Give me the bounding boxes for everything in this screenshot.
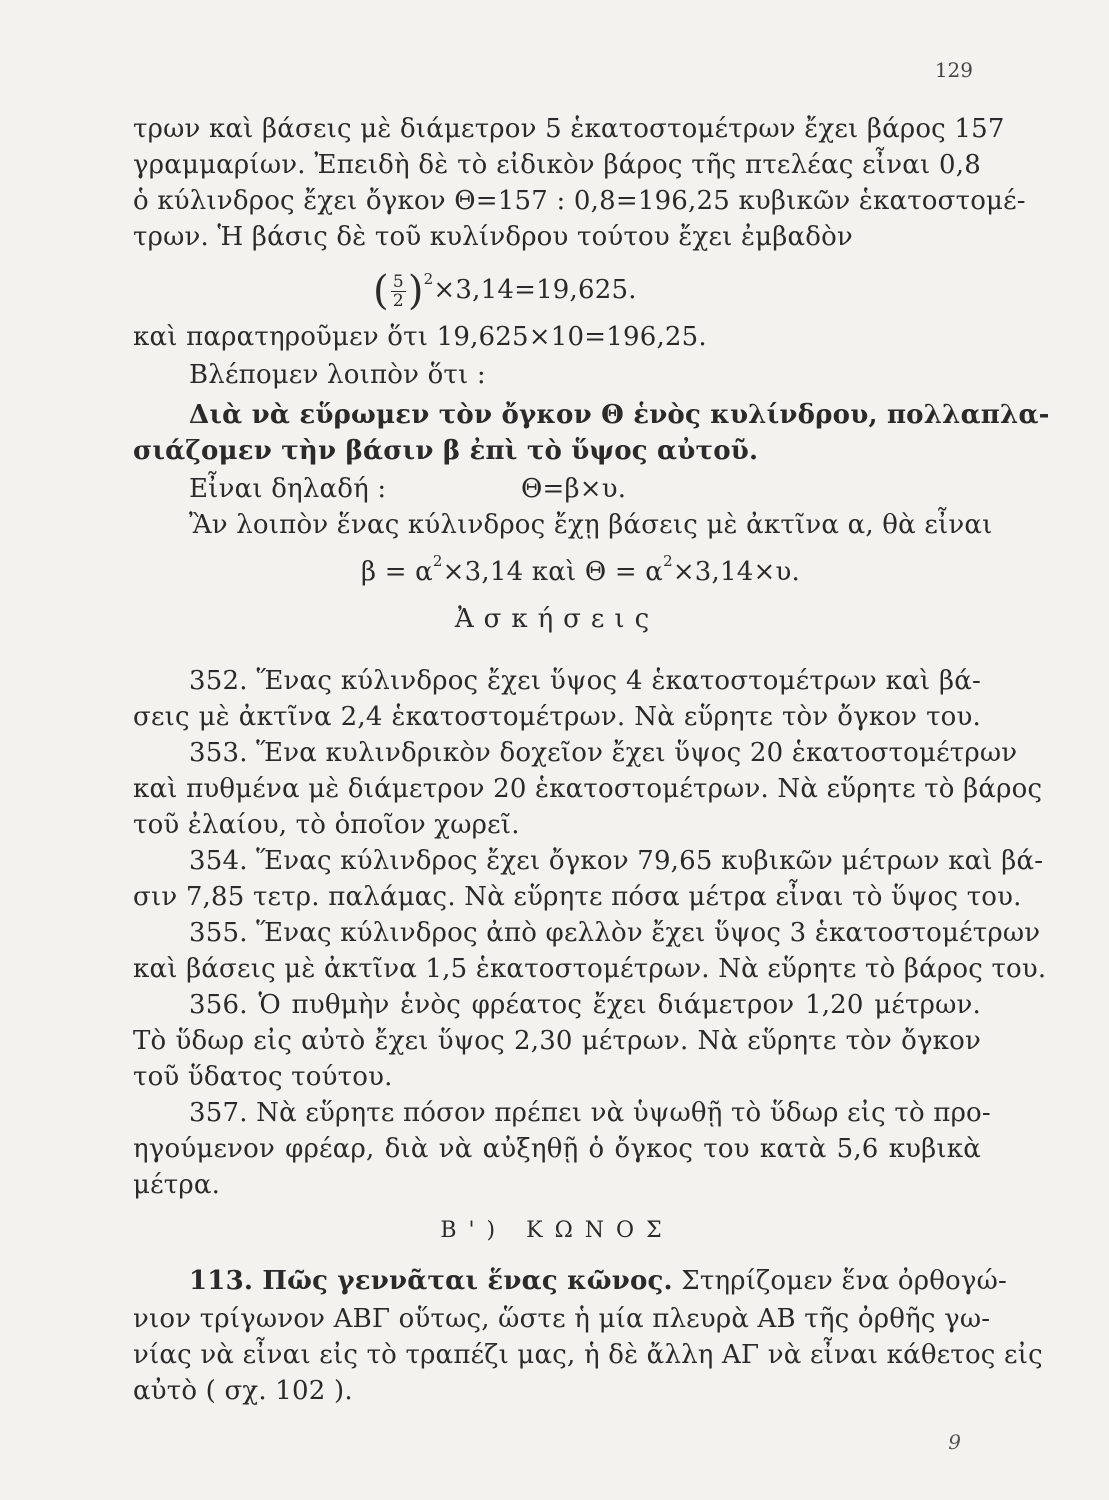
exponent: 2	[432, 552, 443, 570]
exercise-line: 352. Ἕνας κύλινδρος ἔχει ὕψος 4 ἑκατοστομέτρων καὶ βά-	[189, 666, 981, 696]
exercise-line: 357. Νὰ εὕρητε πόσον πρέπει νὰ ὑψωθῇ τὸ ὕδωρ εἰς τὸ προ-	[189, 1098, 991, 1128]
section-title: 113. Πῶς γεννᾶται ἕνας κῶνος.	[189, 1266, 673, 1296]
fraction-denominator: 2	[392, 290, 404, 311]
signature-mark: 9	[948, 1430, 961, 1454]
exercise-line: Τὸ ὕδωρ εἰς αὐτὸ ἔχει ὕψος 2,30 μέτρων. Νὰ εὕρητε τὸν ὄγκον	[133, 1026, 981, 1056]
formula-base-area	[373, 262, 637, 314]
formula-part: ×3,14 καὶ Θ = α	[442, 557, 664, 587]
exercise-line: σεις μὲ ἀκτῖνα 2,4 ἑκατοστομέτρων. Νὰ εὕρητε τὸν ὄγκον του.	[133, 702, 981, 732]
exercise-line: 355. Ἕνας κύλινδρος ἀπὸ φελλὸν ἔχει ὕψος 3 ἑκατοστομέτρων	[189, 918, 1041, 948]
fraction	[391, 273, 406, 310]
exercise-line: 353. Ἕνα κυλινδρικὸν δοχεῖον ἔχει ὕψος 20 ἑκατοστομέτρων	[189, 738, 1018, 768]
exercise-line: καὶ βάσεις μὲ ἀκτῖνα 1,5 ἑκατοστομέτρων. Νὰ εὕρητε τὸ βάρος του.	[133, 954, 1047, 984]
section-line	[189, 1264, 1008, 1298]
paren-open: (	[373, 268, 389, 314]
exercise-line: 354. Ἕνας κύλινδρος ἔχει ὄγκον 79,65 κυβικῶν μέτρων καὶ βά-	[189, 846, 1044, 876]
section-line: νίας νὰ εἶναι εἰς τὸ τραπέζι μας, ἡ δὲ ἄλλη ΑΓ νὰ εἶναι κάθετος εἰς	[133, 1340, 1043, 1370]
exponent: 2	[423, 270, 434, 288]
section-line: νιον τρίγωνον ΑΒΓ οὕτως, ὥστε ἡ μία πλευρὰ ΑΒ τῆς ὀρθῆς γω-	[133, 1304, 991, 1334]
formula-radius	[361, 544, 800, 589]
paren-close: )	[407, 268, 424, 314]
exercises-heading: Ἀσκήσεις	[454, 604, 660, 634]
section-text: Στηρίζομεν ἕνα ὀρθογώ-	[681, 1266, 1008, 1296]
text-line: Ἂν λοιπὸν ἕνας κύλινδρος ἔχῃ βάσεις μὲ ἀκτῖνα α, θὰ εἶναι	[189, 510, 993, 540]
fraction-numerator: 5	[392, 271, 404, 292]
exercise-line: τοῦ ὕδατος τούτου.	[133, 1062, 393, 1092]
exercise-line: καὶ πυθμένα μὲ διάμετρον 20 ἑκατοστομέτρων. Νὰ εὕρητε τὸ βάρος	[133, 774, 1043, 804]
text-line: τρων καὶ βάσεις μὲ διάμετρον 5 ἑκατοστομέτρων ἔχει βάρος 157	[133, 114, 1005, 144]
exercise-line: μέτρα.	[133, 1170, 221, 1200]
rule-line: Διὰ νὰ εὕρωμεν τὸν ὄγκον Θ ἑνὸς κυλίνδρου, πολλαπλα-	[189, 400, 1050, 430]
formula-part: ×3,14×υ.	[672, 557, 800, 587]
exercise-line: 356. Ὁ πυθμὴν ἑνὸς φρέατος ἔχει διάμετρον 1,20 μέτρων.	[189, 990, 981, 1020]
text-line: καὶ παρατηροῦμεν ὅτι 19,625×10=196,25.	[133, 322, 707, 352]
exercise-line: τοῦ ἐλαίου, τὸ ὁποῖον χωρεῖ.	[133, 810, 520, 840]
rule-line: σιάζομεν τὴν βάσιν β ἐπὶ τὸ ὕψος αὐτοῦ.	[133, 436, 759, 466]
text-line: γραμμαρίων. Ἐπειδὴ δὲ τὸ εἰδικὸν βάρος τῆς πτελέας εἶναι 0,8	[133, 150, 981, 180]
text-line: Εἶναι δηλαδή :	[189, 474, 387, 504]
section-heading: Β') ΚΩΝΟΣ	[440, 1218, 674, 1243]
exercise-line: σιν 7,85 τετρ. παλάμας. Νὰ εὕρητε πόσα μέτρα εἶναι τὸ ὕψος του.	[133, 882, 1022, 912]
text-line: ὁ κύλινδρος ἔχει ὄγκον Θ=157 : 0,8=196,25 κυβικῶν ἑκατοστομέ-	[133, 186, 1026, 216]
text-line: Βλέπομεν λοιπὸν ὅτι :	[189, 360, 486, 390]
formula-part: β = α	[361, 557, 433, 587]
exponent: 2	[663, 552, 673, 570]
exercise-line: ηγούμενον φρέαρ, διὰ νὰ αὐξηθῇ ὁ ὄγκος του κατὰ 5,6 κυβικὰ	[133, 1134, 981, 1164]
page-number: 129	[934, 58, 973, 82]
text-line: τρων. Ἡ βάσις δὲ τοῦ κυλίνδρου τούτου ἔχει ἐμβαδὸν	[133, 222, 853, 252]
formula-rest: ×3,14=19,625.	[433, 275, 637, 305]
section-line: αὐτὸ ( σχ. 102 ).	[133, 1376, 353, 1406]
formula-volume: Θ=β×υ.	[521, 474, 627, 504]
